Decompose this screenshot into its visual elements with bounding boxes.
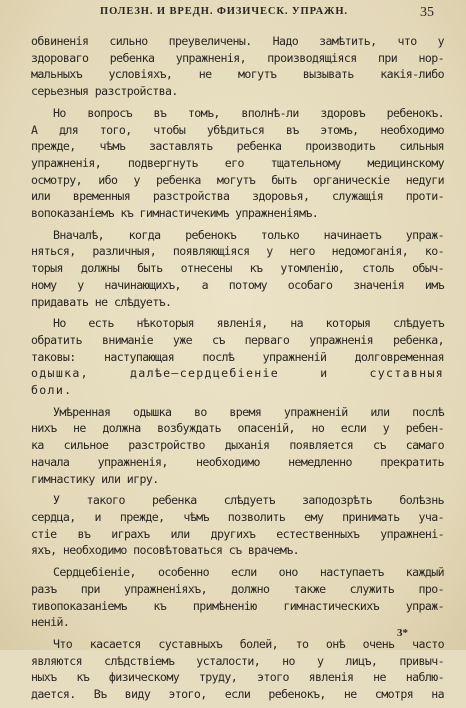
page-header xyxy=(0,5,466,21)
signature-mark: 3* xyxy=(397,627,408,639)
text-line: Но вопросъ въ томъ, вполнѣ-ли здоровъ ребенокъ. xyxy=(53,105,444,120)
paragraph xyxy=(31,404,444,488)
text-line: мальныхъ условіяхъ, не могутъ вызывать какія-либо xyxy=(31,67,444,82)
text-line: няться, различныя, появляющіяся у него недомоганія, ко- xyxy=(31,244,444,259)
text-line: обратить вниманіе уже съ перваго упражненія ребенка, xyxy=(31,332,444,347)
text-line: сердца, и прежде, чѣмъ позволить ему принимать уча- xyxy=(31,509,444,524)
text-line: ному у начинающихъ, а потому особаго значенія имъ xyxy=(31,277,444,292)
paragraph xyxy=(31,315,444,399)
text-line: разъ при упражненіяхъ, должно также служить про- xyxy=(31,581,444,596)
text-line: дается. Въ виду этого, если ребенокъ, не смотря на xyxy=(31,687,444,702)
text-line: осмотру, ибо у ребенка могутъ быть органическіе недуги xyxy=(31,172,444,187)
text-line: тивопоказаніемъ къ примѣненію гимнастическихъ упраж- xyxy=(31,598,444,613)
text-line: одышка, далѣе—сердцебіеніе и суставныя xyxy=(31,366,444,381)
text-line: Сердцебіеніе, особенно если оно наступаетъ каждый xyxy=(53,565,444,580)
text-line: Умѣренная одышка во время упражненій или послѣ xyxy=(53,404,444,419)
text-line: стіе въ играхъ или другихъ естественныхъ упражнені- xyxy=(31,526,444,541)
paragraph xyxy=(31,492,444,559)
text-line: начала упражненія, необходимо немедленно прекратить xyxy=(31,454,444,469)
text-line: здороваго ребенка упражненія, производящіяся при нор- xyxy=(31,50,444,65)
text-line: упражненія, подвергнуть его тщательному медицинскому xyxy=(31,155,444,170)
text-line: таковы: наступающая послѣ упражненій долговременная xyxy=(31,349,444,364)
paragraph xyxy=(31,33,444,100)
text-line: прежде, чѣмъ заставлять ребенка производить сильныя xyxy=(31,139,444,154)
page-number: 35 xyxy=(420,5,434,20)
paragraph xyxy=(31,105,444,222)
text-line: гимнастику или игру. xyxy=(31,471,159,486)
body-text xyxy=(31,33,444,708)
text-line: ныхъ къ физическому труду, этого явленія не наблю- xyxy=(31,670,444,685)
paragraph xyxy=(31,564,444,631)
text-line: обвиненія сильно преувеличены. Надо замѣтить, что у xyxy=(31,34,444,48)
running-head: ПОЛЕЗН. И ВРЕДН. ФИЗИЧЕСК. УПРАЖН. xyxy=(100,6,348,17)
text-line: нихъ не должна возбуждать опасеній, но если у ребен- xyxy=(31,421,444,436)
text-line: Вначалѣ, когда ребенокъ только начинаетъ упраж- xyxy=(53,227,444,242)
text-line: торыя должны быть отнесены къ утомленію, столь обыч- xyxy=(31,261,444,276)
text-line: яхъ, необходимо посовѣтоваться съ врачемъ. xyxy=(31,543,299,558)
text-line: неній. xyxy=(31,615,70,630)
text-line: придавать не слѣдуетъ. xyxy=(31,294,172,309)
text-line: боли. xyxy=(31,383,73,398)
paragraph xyxy=(31,636,444,703)
text-line: являются слѣдствіемъ усталости, но у лицъ, привыч- xyxy=(31,653,444,668)
paragraph xyxy=(31,227,444,311)
text-line: ка сильное разстройство дыханія появляется съ самаго xyxy=(31,438,444,453)
text-line: или временныя разстройства здоровья, служащія проти- xyxy=(31,189,444,204)
text-line: вопоказаніемъ къ гимнастичекимъ упражненіямъ. xyxy=(31,206,319,221)
text-line: серьезныя разстройства. xyxy=(31,84,178,99)
text-line: Но есть нѣкоторыя явленія, на которыя слѣдуетъ xyxy=(53,316,444,331)
text-line: Что касается суставныхъ болей, то онѣ очень часто xyxy=(53,636,444,651)
text-line: А для того, чтобы убѣдиться въ этомъ, необходимо xyxy=(31,122,444,137)
text-line: У такого ребенка слѣдуетъ заподозрѣть болѣзнь xyxy=(53,493,444,508)
